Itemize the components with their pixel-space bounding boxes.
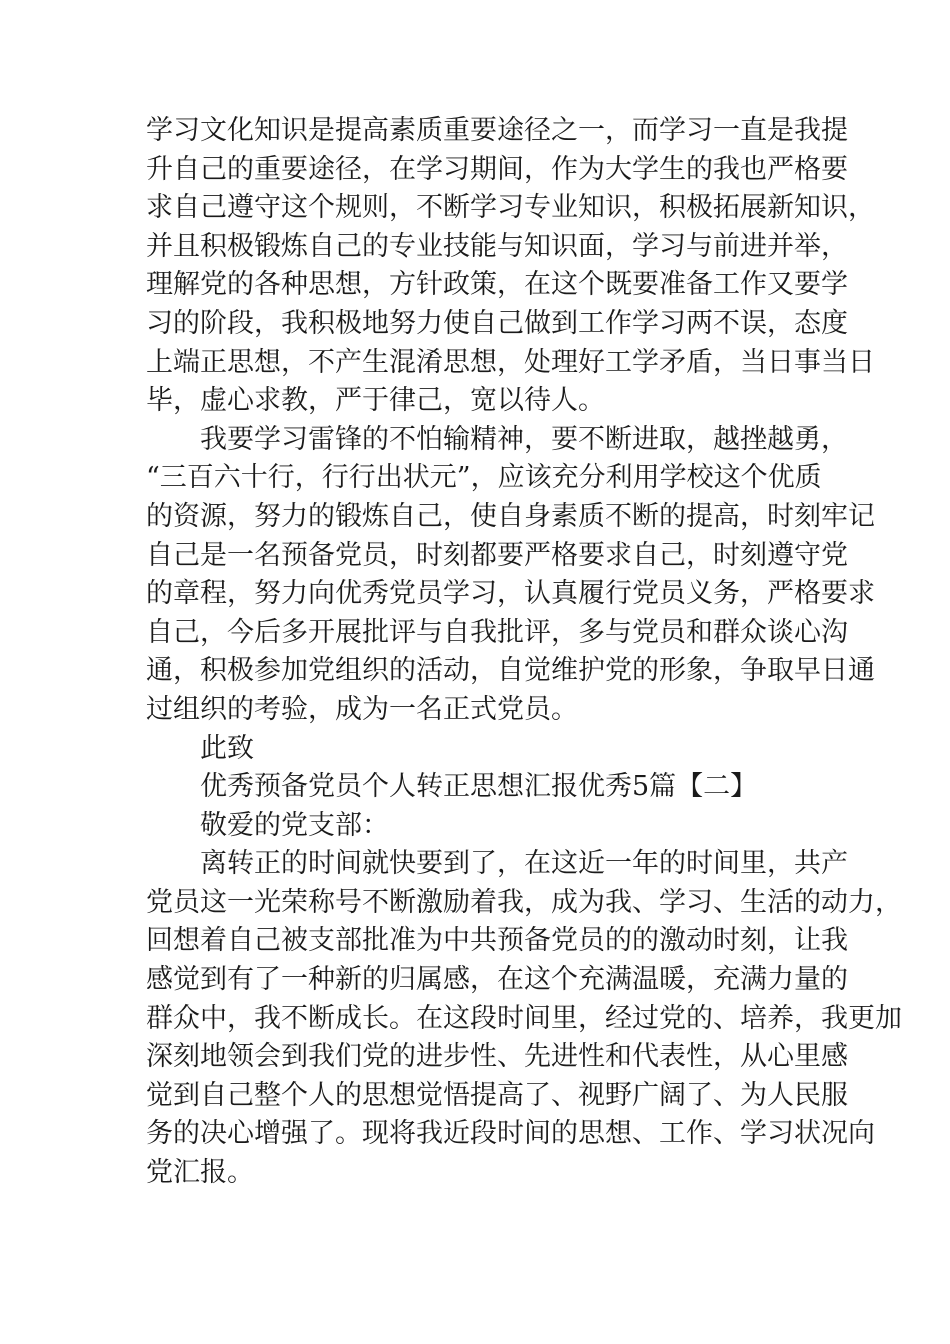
closing-salute	[146, 730, 816, 769]
text-line: 自己，今后多开展批评与自我批评，多与党员和群众谈心沟	[146, 616, 848, 648]
text-line: 上端正思想，不产生混淆思想，处理好工学矛盾，当日事当日	[146, 346, 875, 378]
text-line: 离转正的时间就快要到了，在这近一年的时间里，共产	[200, 848, 848, 880]
text-line: 并且积极锻炼自己的专业技能与知识面，学习与前进并举，	[146, 230, 848, 262]
text-line: 感觉到有了一种新的归属感，在这个充满温暖，充满力量的	[146, 964, 848, 996]
text-line: 习的阶段，我积极地努力使自己做到工作学习两不误，态度	[146, 307, 848, 339]
text-line: 敬爱的党支部：	[200, 809, 389, 841]
document-body	[146, 112, 902, 1193]
text-line: 自己是一名预备党员，时刻都要严格要求自己，时刻遵守党	[146, 539, 848, 571]
text-line: 党汇报。	[146, 1157, 254, 1189]
text-line: 我要学习雷锋的不怕输精神，要不断进取，越挫越勇，	[200, 423, 848, 455]
text-line: 升自己的重要途径，在学习期间，作为大学生的我也严格要	[146, 153, 848, 185]
text-line: 党员这一光荣称号不断激励着我，成为我、学习、生活的动力，	[146, 886, 902, 918]
text-line: 的资源，努力的锻炼自己，使自身素质不断的提高，时刻牢记	[146, 500, 875, 532]
text-line: 的章程，努力向优秀党员学习，认真履行党员义务，严格要求	[146, 578, 875, 610]
text-line: 理解党的各种思想，方针政策，在这个既要准备工作又要学	[146, 269, 848, 301]
text-line: 通，积极参加党组织的活动，自觉维护党的形象，争取早日通	[146, 655, 875, 687]
text-line: 过组织的考验，成为一名正式党员。	[146, 693, 578, 725]
text-line: 觉到自己整个人的思想觉悟提高了、视野广阔了、为人民服	[146, 1079, 848, 1111]
paragraph-study	[146, 112, 875, 421]
text-line: 深刻地领会到我们党的进步性、先进性和代表性，从心里感	[146, 1041, 848, 1073]
paragraph-leifeng	[146, 421, 875, 730]
text-line: 学习文化知识是提高素质重要途径之一，而学习一直是我提	[146, 115, 848, 146]
paragraph-report	[146, 845, 902, 1192]
text-line: 优秀预备党员个人转正思想汇报优秀5篇【二】	[200, 771, 758, 803]
text-line: 此致	[200, 732, 254, 764]
text-line: 求自己遵守这个规则，不断学习专业知识，积极拓展新知识，	[146, 192, 875, 224]
text-line: 群众中，我不断成长。在这段时间里，经过党的、培养，我更加	[146, 1002, 902, 1034]
text-line: “三百六十行，行行出状元”，应该充分利用学校这个优质	[146, 462, 822, 494]
section-title	[146, 768, 816, 807]
text-line: 回想着自己被支部批准为中共预备党员的的激动时刻，让我	[146, 925, 848, 957]
text-line: 务的决心增强了。现将我近段时间的思想、工作、学习状况向	[146, 1118, 875, 1150]
text-line: 毕，虚心求教，严于律己，宽以待人。	[146, 385, 605, 417]
salutation	[146, 807, 816, 846]
